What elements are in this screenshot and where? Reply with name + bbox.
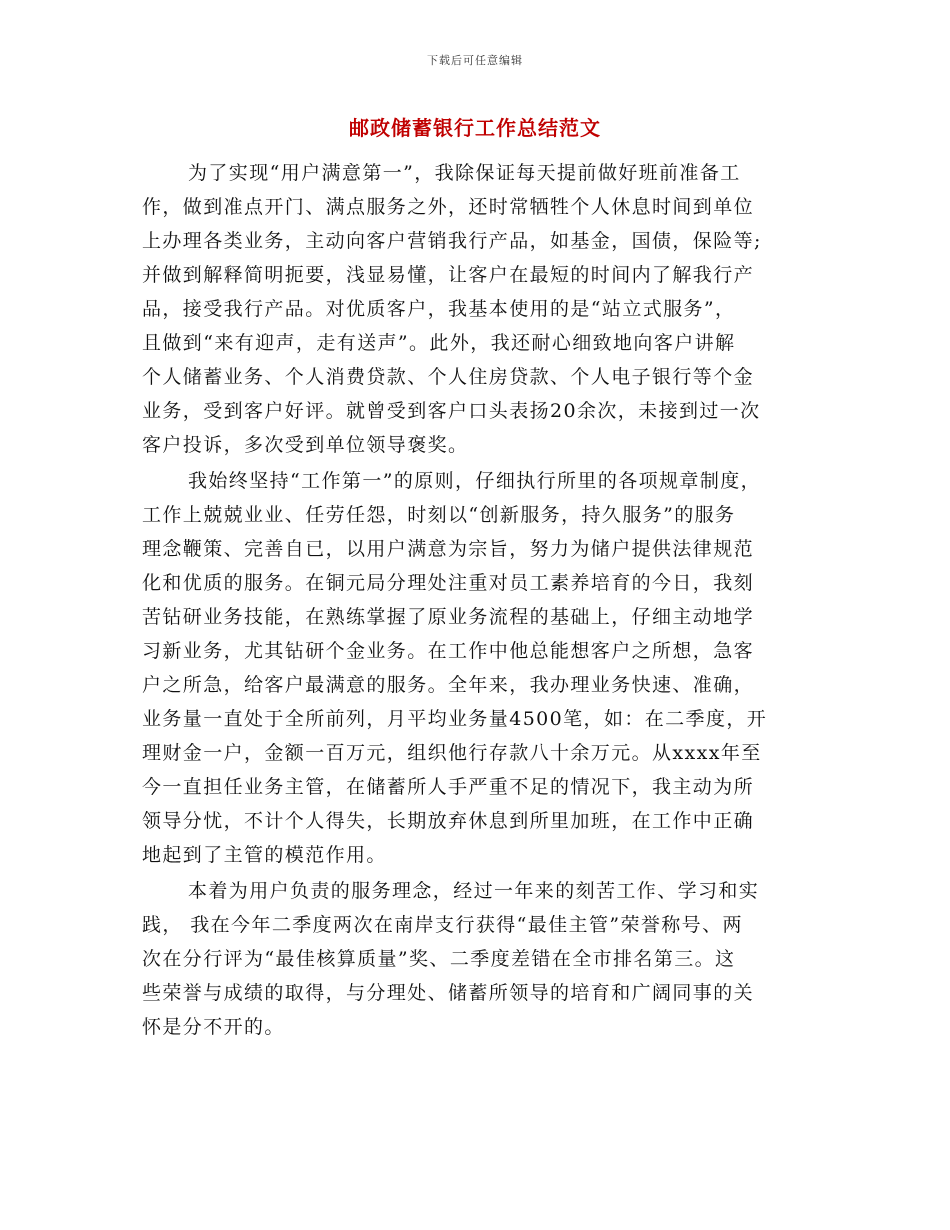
document-body bbox=[142, 156, 808, 1046]
paragraph-line: 且做到“来有迎声，走有送声”。此外，我还耐心细致地向客户讲解 bbox=[142, 332, 736, 354]
paragraph-line: 习新业务，尤其钻研个金业务。在工作中他总能想客户之所想，急客 bbox=[142, 640, 755, 662]
paragraph-line: 怀是分不开的。 bbox=[142, 1016, 285, 1038]
paragraph-line: 业务量一直处于全所前列，月平均业务量4500笔，如：在二季度，开 bbox=[142, 708, 768, 730]
paragraph-line: 为了实现“用户满意第一”，我除保证每天提前做好班前准备工 bbox=[188, 162, 741, 184]
paragraph-line: 品，接受我行产品。对优质客户，我基本使用的是“站立式服务”， bbox=[142, 298, 736, 320]
paragraph-line: 化和优质的服务。在铜元局分理处注重对员工素养培育的今日，我刻 bbox=[142, 572, 755, 594]
paragraph-line: 理财金一户，金额一百万元，组织他行存款八十余万元。从xxxx年至 bbox=[142, 742, 762, 764]
paragraph-line: 践， 我在今年二季度两次在南岸支行获得“最佳主管”荣誉称号、两 bbox=[142, 914, 743, 936]
paragraph-line: 客户投诉，多次受到单位领导褒奖。 bbox=[142, 434, 469, 456]
paragraph-line: 理念鞭策、完善自已，以用户满意为宗旨，努力为储户提供法律规范 bbox=[142, 538, 755, 560]
paragraph-line: 地起到了主管的模范作用。 bbox=[142, 844, 387, 866]
paragraph-line: 业务，受到客户好评。就曾受到客户口头表扬20余次，未接到过一次 bbox=[142, 400, 761, 422]
paragraph-3 bbox=[142, 874, 808, 1044]
paragraph-1 bbox=[142, 156, 808, 462]
paragraph-line: 并做到解释简明扼要，浅显易懂，让客户在最短的时间内了解我行产 bbox=[142, 264, 755, 286]
paragraph-line: 工作上兢兢业业、任劳任怨，时刻以“创新服务，持久服务”的服务 bbox=[142, 504, 736, 526]
paragraph-line: 领导分忧，不计个人得失，长期放弃休息到所里加班，在工作中正确 bbox=[142, 810, 755, 832]
page-header: 下载后可任意编辑 bbox=[427, 54, 523, 67]
paragraph-line: 今一直担任业务主管，在储蓄所人手严重不足的情况下，我主动为所 bbox=[142, 776, 755, 798]
paragraph-line: 我始终坚持“工作第一”的原则，仔细执行所里的各项规章制度， bbox=[188, 470, 762, 492]
paragraph-line: 本着为用户负责的服务理念，经过一年来的刻苦工作、学习和实 bbox=[188, 880, 760, 902]
document-title: 邮政储蓄银行工作总结范文 bbox=[349, 116, 601, 140]
paragraph-line: 个人储蓄业务、个人消费贷款、个人住房贷款、个人电子银行等个金 bbox=[142, 366, 755, 388]
paragraph-line: 户之所急，给客户最满意的服务。全年来，我办理业务快速、准确， bbox=[142, 674, 755, 696]
paragraph-line: 上办理各类业务，主动向客户营销我行产品，如基金，国债，保险等; bbox=[142, 230, 762, 252]
paragraph-line: 些荣誉与成绩的取得，与分理处、储蓄所领导的培育和广阔同事的关 bbox=[142, 982, 755, 1004]
paragraph-line: 作，做到准点开门、满点服务之外，还时常牺牲个人休息时间到单位 bbox=[142, 196, 755, 218]
paragraph-line: 次在分行评为“最佳核算质量”奖、二季度差错在全市排名第三。这 bbox=[142, 948, 736, 970]
paragraph-line: 苦钻研业务技能，在熟练掌握了原业务流程的基础上，仔细主动地学 bbox=[142, 606, 755, 628]
paragraph-2 bbox=[142, 464, 808, 872]
